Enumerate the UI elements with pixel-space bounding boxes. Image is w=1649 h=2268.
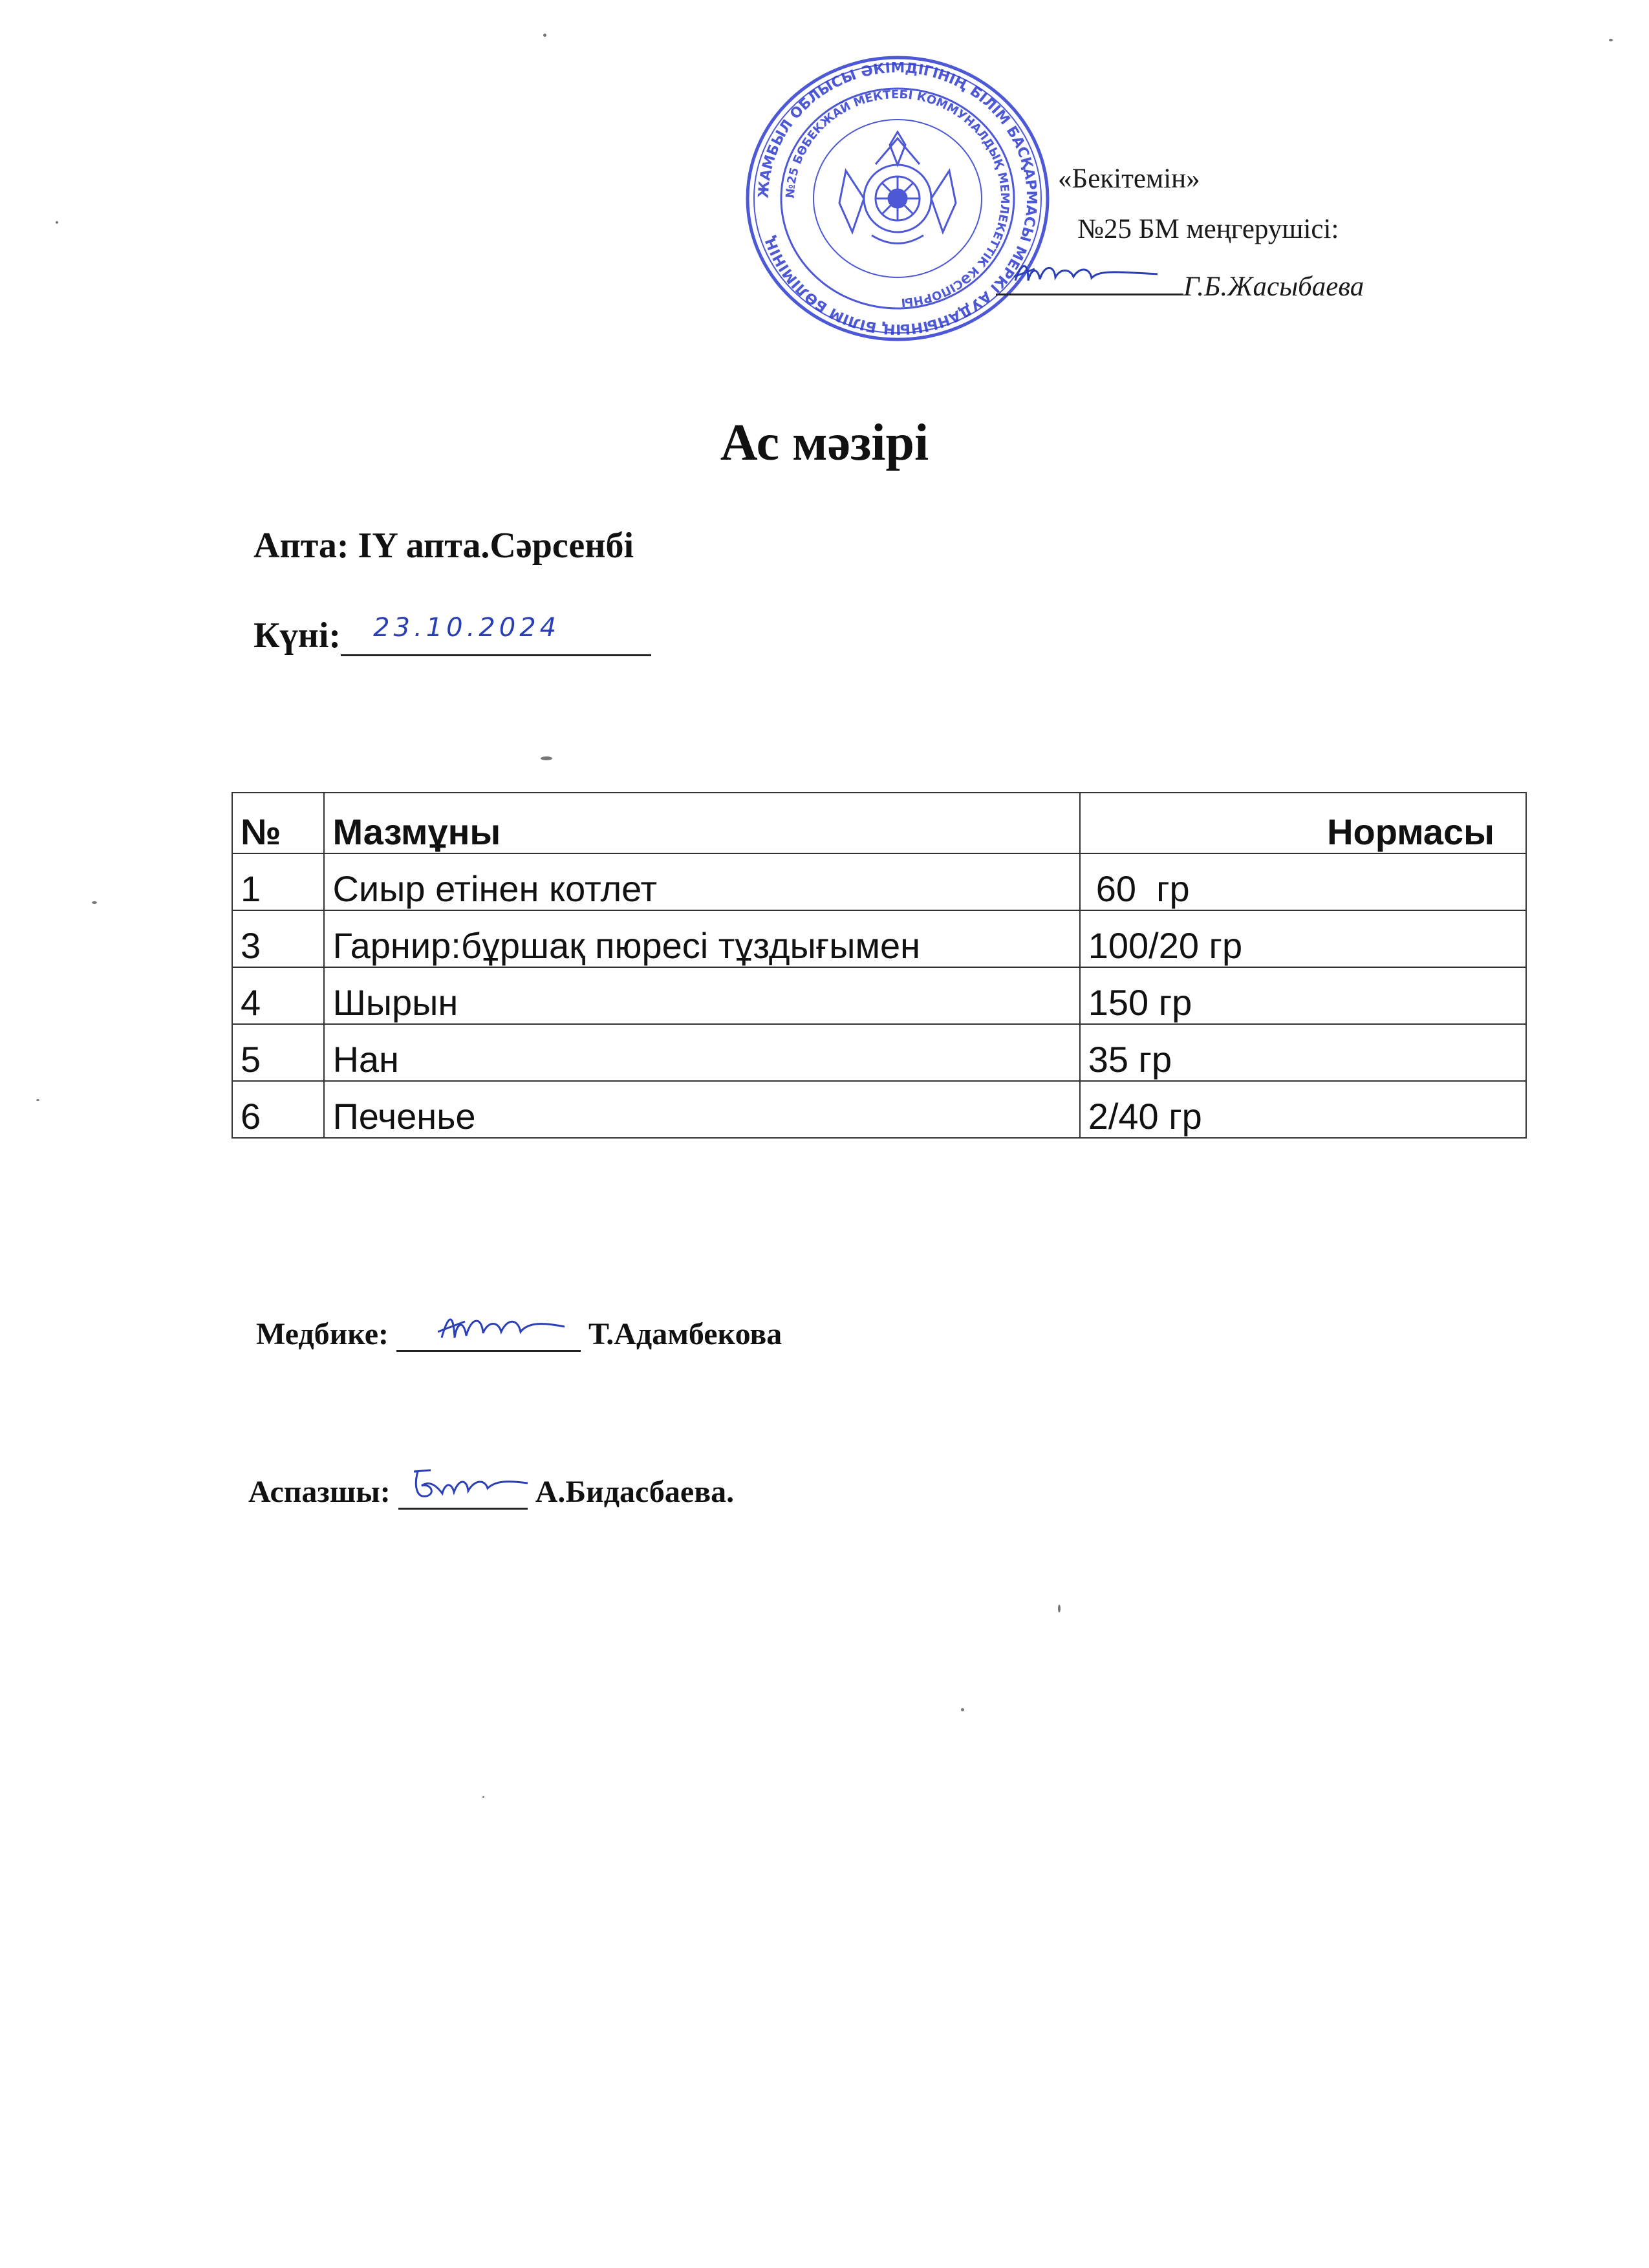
cook-signature-row bbox=[248, 1471, 734, 1510]
row-content: Нан bbox=[324, 1024, 1079, 1081]
scan-speck bbox=[1609, 39, 1613, 41]
row-norm: 2/40 гр bbox=[1080, 1081, 1526, 1138]
week-label: Апта: IY апта.Сәрсенбі bbox=[253, 526, 634, 566]
date-line bbox=[341, 614, 651, 656]
row-no: 1 bbox=[232, 853, 324, 910]
nurse-name: Т.Адамбекова bbox=[588, 1317, 782, 1351]
date-label: Күні: bbox=[253, 615, 341, 656]
nurse-label: Медбике: bbox=[256, 1317, 389, 1351]
approval-name: Г.Б.Жасыбаева bbox=[1183, 272, 1364, 302]
row-norm: 100/20 гр bbox=[1080, 910, 1526, 967]
page-title: Ас мәзірі bbox=[720, 414, 929, 471]
scan-speck bbox=[92, 901, 97, 904]
row-norm: 150 гр bbox=[1080, 967, 1526, 1024]
emblem-icon bbox=[839, 132, 956, 244]
nurse-signature-line bbox=[396, 1314, 581, 1352]
header-no: № bbox=[232, 793, 324, 853]
table-row bbox=[232, 853, 1526, 910]
approval-signature-line bbox=[996, 264, 1183, 295]
scan-speck bbox=[1058, 1605, 1061, 1612]
table-row bbox=[232, 910, 1526, 967]
handwritten-signature bbox=[405, 1460, 534, 1512]
header-norm: Нормасы bbox=[1080, 793, 1526, 853]
table-row bbox=[232, 967, 1526, 1024]
handwritten-signature bbox=[1009, 255, 1164, 294]
scan-speck bbox=[36, 1099, 39, 1101]
row-no: 5 bbox=[232, 1024, 324, 1081]
table-row bbox=[232, 1081, 1526, 1138]
scan-speck bbox=[482, 1796, 484, 1798]
nurse-signature-row bbox=[256, 1314, 782, 1352]
scan-speck bbox=[961, 1708, 964, 1711]
row-content: Печенье bbox=[324, 1081, 1079, 1138]
row-content: Сиыр етінен котлет bbox=[324, 853, 1079, 910]
approval-signature-row bbox=[996, 264, 1364, 303]
scan-speck bbox=[541, 756, 552, 760]
cook-label: Аспазшы: bbox=[248, 1475, 391, 1509]
approval-title: «Бекітемін» bbox=[1058, 164, 1200, 194]
seal-inner-text: №25 БӨБЕКЖАЙ МЕКТЕБІ КОММУНАЛДЫҚ МЕМЛЕКЕТТІК КӘСІПОРНЫ bbox=[783, 87, 1012, 310]
cook-name: А.Бидасбаева. bbox=[535, 1475, 735, 1509]
date-row bbox=[253, 614, 651, 656]
header-content: Мазмұны bbox=[324, 793, 1079, 853]
row-content: Гарнир:бұршақ пюресі тұздығымен bbox=[324, 910, 1079, 967]
approval-role: №25 БМ меңгерушісі: bbox=[1077, 214, 1339, 244]
scan-speck bbox=[543, 34, 546, 37]
seal-outer-text: ЖАМБЫЛ ОБЛЫСЫ ӘКІМДІГІНІҢ БІЛІМ БАСҚАРМАСЫ МЕРКІ АУДАНЫНЫҢ БІЛІМ БӨЛІМІНІҢ bbox=[755, 59, 1040, 337]
handwritten-signature bbox=[435, 1302, 590, 1354]
table-header-row bbox=[232, 793, 1526, 853]
row-no: 3 bbox=[232, 910, 324, 967]
row-no: 4 bbox=[232, 967, 324, 1024]
menu-table bbox=[232, 792, 1527, 1139]
scan-speck bbox=[56, 221, 58, 224]
cook-signature-line bbox=[398, 1471, 528, 1510]
row-norm: 35 гр bbox=[1080, 1024, 1526, 1081]
row-no: 6 bbox=[232, 1081, 324, 1138]
table-row bbox=[232, 1024, 1526, 1081]
row-norm: 60 гр bbox=[1080, 853, 1526, 910]
date-value: 23.10.2024 bbox=[373, 613, 561, 643]
row-content: Шырын bbox=[324, 967, 1079, 1024]
